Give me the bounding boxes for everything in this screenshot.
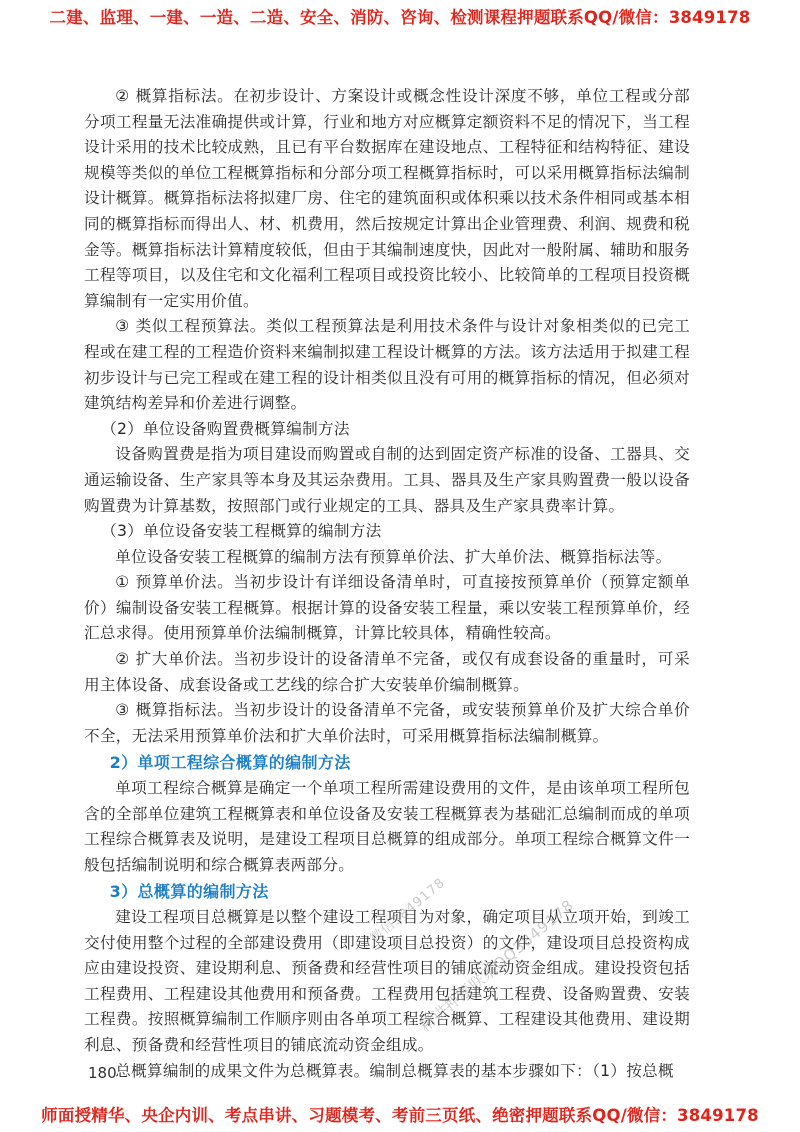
- watermark-text-secondary: 精讲押题联系QQ3849178: [416, 895, 578, 1036]
- paragraph-budget-index-method: ② 概算指标法。在初步设计、方案设计或概念性设计深度不够，单位工程或分部分项工程量无法准确提供或计算，行业和地方对应概算定额资料不足的情况下，当工程设计采用的技术比较成熟，且已有平台数据库在建设地点、工程特征和结构特征、建设规模等类似的单位工程概算指标和分部分项工程概算指标时，可以采用概算指标法编制设计概算。概算指标法将拟建厂房、住宅的建筑面积或体积乘以技术条件相同或基本相同的概算指标而得出人、材、机费用，然后按规定计算出企业管理费、利润、规费和税金等。概算指标法计算精度较低，但由于其编制速度快，因此对一般附属、辅助和服务工程等项目，以及住宅和文化福利工程项目或投资比较小、比较简单的工程项目投资概算编制有一定实用价值。: [84, 87, 690, 310]
- paragraph-expanded-price-method: ② 扩大单价法。当初步设计的设备清单不完备，或仅有成套设备的重量时，可采用主体设备、成套设备或工艺线的综合扩大安装单价编制概算。: [84, 650, 690, 694]
- subheading-equipment-purchase: （2）单位设备购置费概算编制方法: [101, 419, 350, 438]
- paragraph-similar-project-method: ③ 类似工程预算法。类似工程预算法是利用技术条件与设计对象相类似的已完工程或在建工程的工程造价资料来编制拟建工程设计概算的方法。该方法适用于拟建工程初步设计与已完工程或在建工程的设计相类似且没有可用的概算指标的情况，但必须对建筑结构差异和价差进行调整。: [84, 317, 690, 413]
- paragraph-installation-methods: 单位设备安装工程概算的编制方法有预算单价法、扩大单价法、概算指标法等。: [115, 547, 672, 566]
- paragraph-total-estimate: 建设工程项目总概算是以整个建设工程项目为对象，确定项目从立项开始，到竣工交付使用整个过程的全部建设费用（即建设项目总投资）的文件，建设项目总投资构成应由建设投资、建设期利息、预备费和经营性项目的铺底流动资金组成。建设投资包括工程费用、工程建设其他费用和预备费。工程费用包括建筑工程费、设备购置费、安装工程费。按照概算编制工作顺序则由各单项工程综合概算、工程建设其他费用、建设期利息、预备费和经营性项目的铺底流动资金组成。: [84, 908, 690, 1054]
- top-banner: 二建、监理、一建、一造、二造、安全、消防、咨询、检测课程押题联系QQ/微信：3849178: [49, 8, 751, 27]
- section-heading-total-estimate: 3）总概算的编制方法: [109, 882, 269, 902]
- bottom-banner: 师面授精华、央企内训、考点串讲、习题模考、考前三页纸、绝密押题联系QQ/微信：3849178: [41, 1106, 759, 1125]
- paragraph-single-project-estimate: 单项工程综合概算是确定一个单项工程所需建设费用的文件，是由该单项工程所包含的全部单位建筑工程概算表和单位设备及安装工程概算表为基础汇总编制而成的单项工程综合概算表及说明，是建设工程项目总概算的组成部分。单项工程综合概算文件一般包括编制说明和综合概算表两部分。: [84, 779, 690, 874]
- paragraph-index-method-installation: ③ 概算指标法。当初步设计的设备清单不完备，或安装预算单价及扩大综合单价不全，无法采用预算单价法和扩大单价法时，可采用概算指标法编制概算。: [84, 701, 690, 745]
- paragraph-unit-price-method: ① 预算单价法。当初步设计有详细设备清单时，可直接按预算单价（预算定额单价）编制设备安装工程概算。根据计算的设备安装工程量，乘以安装工程预算单价，经汇总求得。使用预算单价法编制概算，计算比较具体，精确性较高。: [84, 573, 690, 643]
- watermark-text: 微信3849178: [367, 875, 449, 947]
- page-number: 180: [88, 1064, 117, 1082]
- section-heading-single-project: 2）单项工程综合概算的编制方法: [109, 753, 351, 773]
- paragraph-total-estimate-table: 总概算编制的成果文件为总概算表。编制总概算表的基本步骤如下：（1）按总概: [115, 1061, 674, 1080]
- paragraph-equipment-purchase: 设备购置费是指为项目建设而购置或自制的达到固定资产标准的设备、工器具、交通运输设备、生产家具等本身及其运杂费用。工具、器具及生产家具购置费一般以设备购置费为计算基数，按照部门或行业规定的工具、器具及生产家具费率计算。: [84, 445, 690, 515]
- subheading-equipment-installation: （3）单位设备安装工程概算的编制方法: [101, 522, 382, 541]
